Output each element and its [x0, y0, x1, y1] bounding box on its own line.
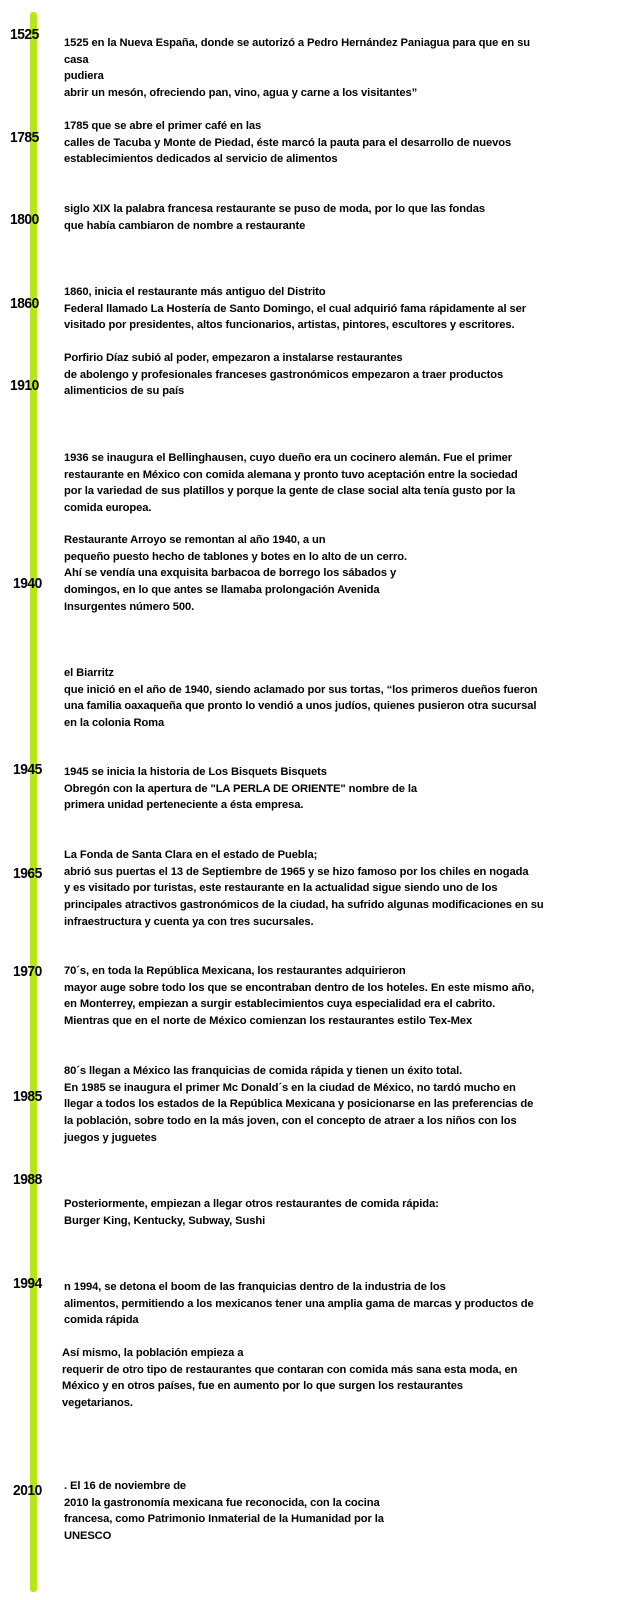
entry-1940-bellinghausen: 1936 se inaugura el Bellinghausen, cuyo dueño era un cocinero alemán. Fue el primer restaurante en México con comida alemana y pronto tuvo aceptación entre la sociedad por la variedad de sus platillos y porque la gente de clase social alta tenía gusto por la comida europea.: [64, 452, 518, 515]
year-label-1525: 1525: [10, 26, 39, 43]
year-label-1965: 1965: [13, 865, 42, 882]
year-label-1970: 1970: [13, 963, 42, 980]
year-label-1785: 1785: [10, 129, 39, 146]
entry-1970: 70´s, en toda la República Mexicana, los restaurantes adquirieron mayor auge sobre todo los que se encontraban dentro de los hoteles. En este mismo año, en Monterrey, empiezan a surgir establecimientos cuya especialidad era el cabrito. Mientras que en el norte de México comienzan los restaurantes estilo Tex-Mex: [64, 965, 535, 1028]
entry-2010: . El 16 de noviembre de 2010 la gastronomía mexicana fue reconocida, con la cocina francesa, como Patrimonio Inmaterial de la Humanidad por la UNESCO: [64, 1480, 384, 1543]
year-label-1994: 1994: [13, 1275, 42, 1292]
entry-1994: n 1994, se detona el boom de las franquicias dentro de la industria de los alimentos, permitiendo a los mexicanos tener una amplia gama de marcas y productos de comida rápida: [64, 1281, 534, 1327]
year-label-1800: 1800: [10, 211, 39, 228]
year-label-2010: 2010: [13, 1482, 42, 1499]
entry-1940-arroyo: Restaurante Arroyo se remontan al año 1940, a un pequeño puesto hecho de tablones y botes en lo alto de un cerro. Ahí se vendía una exquisita barbacoa de borrego los sábados y domingos, en lo que antes se llamaba prolongación Avenida Insurgentes número 500.: [64, 534, 407, 613]
entry-1940-biarritz: el Biarritz que inició en el año de 1940, siendo aclamado por sus tortas, “los primeros dueños fueron una familia oaxaqueña que pronto lo vendió a unos judíos, quienes pusieron otra sucursal en la colonia Roma: [64, 667, 538, 730]
entry-1945: 1945 se inicia la historia de Los Bisquets Bisquets Obregón con la apertura de "LA PERLA DE ORIENTE" nombre de la primera unidad perteneciente a ésta empresa.: [64, 766, 418, 812]
year-label-1940: 1940: [13, 575, 42, 592]
year-label-1860: 1860: [10, 295, 39, 312]
entry-1994-vegetarian: Así mismo, la población empieza a requerir de otro tipo de restaurantes que contaran con comida más sana esta moda, en México y en otros países, fue en aumento por lo que surgen los restaurantes vegetarianos.: [62, 1347, 518, 1410]
year-label-1985: 1985: [13, 1088, 42, 1105]
entry-1860: 1860, inicia el restaurante más antiguo del Distrito Federal llamado La Hostería de Santo Domingo, el cual adquirió fama rápidamente al ser visitado por presidentes, altos funcionarios, artistas, pintores, escultores y escritores.: [64, 286, 527, 332]
entry-1785: 1785 que se abre el primer café en las calles de Tacuba y Monte de Piedad, éste marcó la pauta para el desarrollo de nuevos establecimientos dedicados al servicio de alimentos: [64, 120, 512, 166]
year-label-1945: 1945: [13, 761, 42, 778]
entry-1910: Porfirio Díaz subió al poder, empezaron a instalarse restaurantes de abolengo y profesionales franceses gastronómicos empezaron a traer productos alimenticios de su país: [64, 352, 504, 398]
entry-1525: 1525 en la Nueva España, donde se autorizó a Pedro Hernández Paniagua para que en su casa pudiera abrir un mesón, ofreciendo pan, vino, agua y carne a los visitantes”: [64, 37, 530, 100]
entry-1800: siglo XIX la palabra francesa restaurante se puso de moda, por lo que las fondas que había cambiaron de nombre a restaurante: [64, 203, 485, 232]
entry-1988: Posteriormente, empiezan a llegar otros restaurantes de comida rápida: Burger King, Kentucky, Subway, Sushi: [64, 1198, 439, 1227]
year-label-1910: 1910: [10, 377, 39, 394]
entry-1985: 80´s llegan a México las franquicias de comida rápida y tienen un éxito total. En 1985 se inaugura el primer Mc Donald´s en la ciudad de México, no tardó mucho en llegar a todos los estados de la República Mexicana y posicionarse en las preferencias de la población, sobre todo en la más joven, con el concepto de atraer a los niños con los juegos y juguetes: [64, 1065, 534, 1144]
timeline-bar: [30, 12, 37, 1592]
entry-1965: La Fonda de Santa Clara en el estado de Puebla; abrió sus puertas el 13 de Septiembre de 1965 y se hizo famoso por los chiles en nogada y es visitado por turistas, este restaurante en la actualidad sigue siendo uno de los principales atractivos gastronómicos de la ciudad, ha sufrido algunas modificaciones en su infraestructura y cuenta ya con tres sucursales.: [64, 849, 544, 928]
year-label-1988: 1988: [13, 1171, 42, 1188]
